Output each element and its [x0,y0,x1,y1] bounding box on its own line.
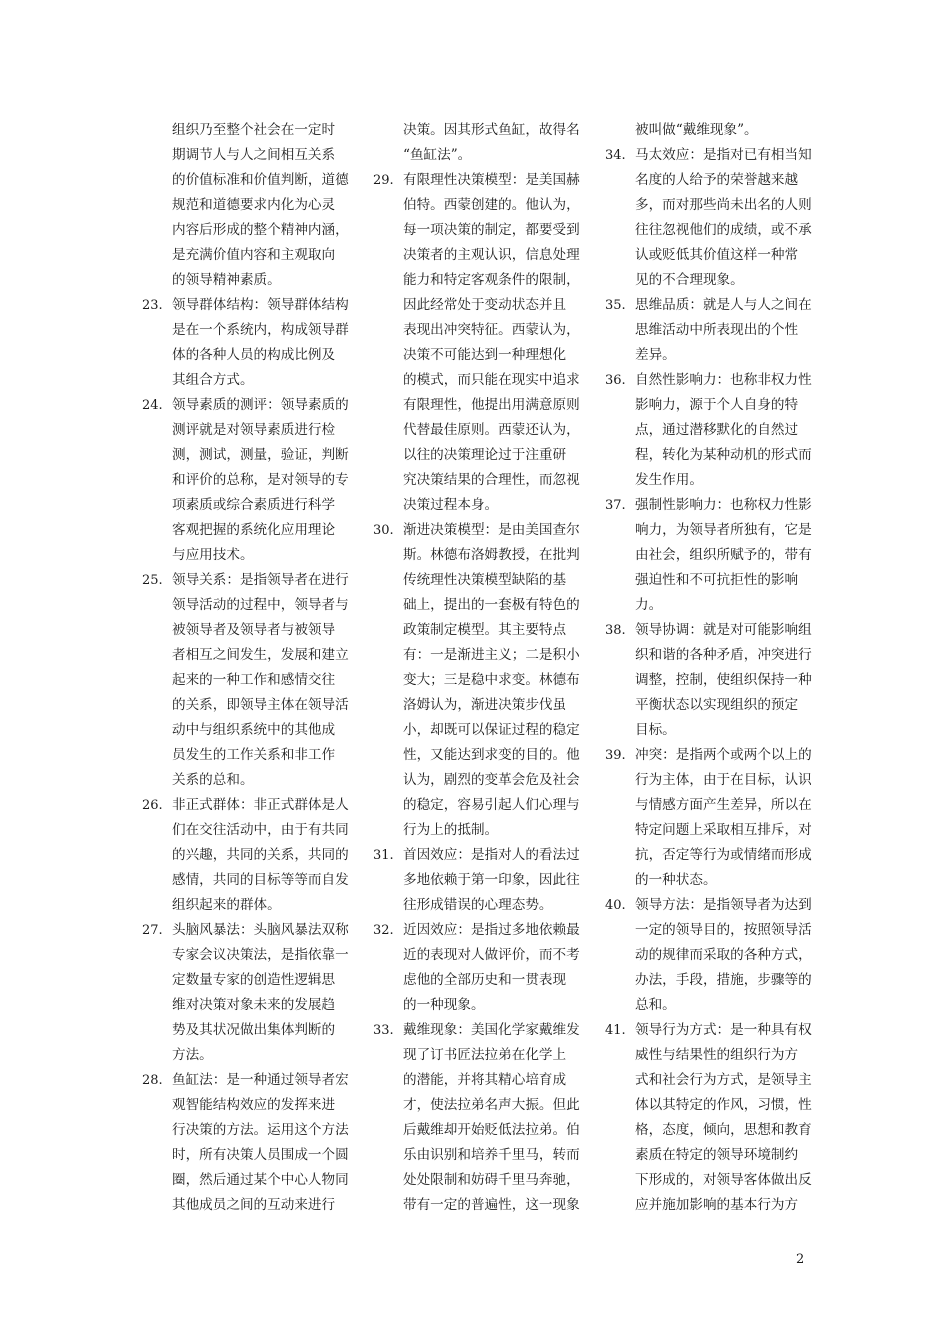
entry-text-line: 式和社会行为方式，是领导主 [635,1072,812,1088]
entry-text [403,118,583,168]
entry-text-line: 决策。因其形式鱼缸，故得名 [403,122,580,138]
entry-text-line: 头脑风暴法：头脑风暴法双称 [172,922,349,938]
entry-number: 28. [142,1073,163,1088]
entry-text-line: 应并施加影响的基本行为方 [635,1197,799,1213]
entry-text-line: 起来的一种工作和感情交往 [172,672,336,688]
entry-number: 31. [373,848,394,863]
entry-text-line: 下形成的，对领导客体做出反 [635,1172,812,1188]
glossary-entry [605,143,815,293]
entry-text-line: 测评就是对领导素质进行检 [172,422,336,438]
entry-text-line: 特定问题上采取相互排斥，对 [635,822,812,838]
entry-text-line: 被领导者及领导者与被领导 [172,622,336,638]
entry-text-line: 一定的领导目的，按照领导活 [635,922,812,938]
entry-text-line: 思维品质：就是人与人之间在 [635,297,812,313]
entry-text-line: 动中与组织系统中的其他成 [172,722,336,738]
entry-text-line: 强迫性和不可抗拒性的影响 [635,572,799,588]
glossary-entry [373,843,583,918]
entry-text-line: 总和。 [635,997,676,1013]
glossary-entry [373,918,583,1018]
text-column-2 [373,118,583,1218]
entry-text-line: 变大；三是稳中求变。林德布 [403,672,580,688]
entry-text-line: 目标。 [635,722,676,738]
entry-text-line: 思维活动中所表现出的个性 [635,322,799,338]
entry-text-line: 的一种现象。 [403,997,485,1013]
entry-text [635,618,815,743]
entry-text-line: 多地依赖于第一印象，因此往 [403,872,580,888]
entry-text-line: 内容后形成的整个精神内涵， [172,222,349,238]
entry-text [403,918,583,1018]
glossary-entry [142,568,352,793]
entry-text-line: 代替最佳原则。西蒙还认为， [403,422,580,438]
entry-text-line: 现了订书匠法拉弟在化学上 [403,1047,567,1063]
glossary-entry [373,1018,583,1218]
entry-text [403,518,583,843]
entry-text-line: 领导活动的过程中，领导者与 [172,597,349,613]
entry-text-line: 维对决策对象未来的发展趋 [172,997,336,1013]
glossary-entry [142,393,352,568]
entry-text-line: 认或贬低其价值这样一种常 [635,247,799,263]
entry-text [172,568,352,793]
entry-text [635,293,815,368]
entry-number: 32. [373,923,394,938]
entry-number: 35. [605,298,626,313]
entry-text-line: 其他成员之间的互动来进行 [172,1197,336,1213]
text-column-1 [142,118,352,1218]
entry-text [403,843,583,918]
entry-text-line: 项素质或综合素质进行科学 [172,497,336,513]
glossary-entry [605,493,815,618]
entry-text-line: 强制性影响力：也称权力性影 [635,497,812,513]
entry-text-line: 势及其状况做出集体判断的 [172,1022,336,1038]
entry-text [403,1018,583,1218]
entry-text-line: 观智能结构效应的发挥来进 [172,1097,336,1113]
entry-text-line: 规范和道德要求内化为心灵 [172,197,336,213]
entry-text-line: 者相互之间发生，发展和建立 [172,647,349,663]
entry-text-line: 政策制定模型。其主要特点 [403,622,567,638]
entry-text-line: 冲突：是指两个或两个以上的 [635,747,812,763]
entry-text-line: 素质在特定的领导环境制约 [635,1147,799,1163]
glossary-entry-continued [373,118,583,168]
entry-text-line: 圈，然后通过某个中心人物同 [172,1172,349,1188]
entry-text-line: 响力，为领导者所独有，它是 [635,522,812,538]
entry-text-line: “鱼缸法”。 [403,147,472,163]
entry-text-line: 其组合方式。 [172,372,254,388]
entry-text [172,1068,352,1218]
entry-text-line: 洛姆认为，渐进决策步伐虽 [403,697,567,713]
entry-number: 41. [605,1023,626,1038]
entry-text-line: 的兴趣，共同的关系，共同的 [172,847,349,863]
entry-text-line: 的关系，即领导主体在领导活 [172,697,349,713]
glossary-entry [605,743,815,893]
entry-text-line: 平衡状态以实现组织的预定 [635,697,799,713]
entry-text-line: 有限理性，他提出用满意原则 [403,397,580,413]
entry-text-line: 行为主体，由于在目标，认识 [635,772,812,788]
entry-text-line: 时，所有决策人员围成一个圆 [172,1147,349,1163]
entry-text-line: 定数量专家的创造性逻辑思 [172,972,336,988]
entry-text-line: 往形成错误的心理态势。 [403,897,553,913]
entry-text-line: 的模式，而只能在现实中追求 [403,372,580,388]
entry-text-line: 性，又能达到求变的目的。他 [403,747,580,763]
entry-text-line: 能力和特定客观条件的限制， [403,272,580,288]
entry-text [172,793,352,918]
entry-text-line: 近的表现对人做评价，而不考 [403,947,580,963]
entry-text-line: 以往的决策理论过于注重研 [403,447,567,463]
entry-text-line: 自然性影响力：也称非权力性 [635,372,812,388]
entry-number: 29. [373,173,394,188]
entry-text-line: 组织乃至整个社会在一定时 [172,122,336,138]
entry-text-line: 专家会议决策法，是指依靠一 [172,947,349,963]
entry-text-line: 带有一定的普遍性，这一现象 [403,1197,580,1213]
entry-text-line: 表现出冲突特征。西蒙认为， [403,322,580,338]
entry-text [172,918,352,1068]
glossary-entry [142,1068,352,1218]
entry-text-line: 体以其特定的作风，习惯，性 [635,1097,812,1113]
entry-text-line: 首因效应：是指对人的看法过 [403,847,580,863]
entry-text [403,168,583,518]
entry-text-line: 方法。 [172,1047,213,1063]
entry-text-line: 办法，手段，措施，步骤等的 [635,972,812,988]
entry-text-line: 斯。林德布洛姆教授，在批判 [403,547,580,563]
entry-text-line: 领导协调：就是对可能影响组 [635,622,812,638]
entry-text-line: 领导行为方式：是一种具有权 [635,1022,812,1038]
entry-text [635,743,815,893]
entry-number: 38. [605,623,626,638]
entry-text [635,368,815,493]
entry-number: 26. [142,798,163,813]
entry-text-line: 才，使法拉弟名声大振。但此 [403,1097,580,1113]
text-column-3 [605,118,815,1218]
entry-text-line: 非正式群体：非正式群体是人 [172,797,349,813]
entry-text [635,1018,815,1218]
entry-number: 27. [142,923,163,938]
entry-text-line: 近因效应：是指过多地依赖最 [403,922,580,938]
entry-text-line: 传统理性决策模型缺陷的基 [403,572,567,588]
entry-text [635,143,815,293]
entry-text [635,118,815,143]
entry-text-line: 的价值标准和价值判断，道德 [172,172,349,188]
entry-text-line: 因此经常处于变动状态并且 [403,297,567,313]
entry-text-line: 点，通过潜移默化的自然过 [635,422,799,438]
entry-text-line: 有限理性决策模型：是美国赫 [403,172,580,188]
entry-text-line: 是充满价值内容和主观取向 [172,247,336,263]
entry-text-line: 与应用技术。 [172,547,254,563]
entry-text-line: 见的不合理现象。 [635,272,744,288]
glossary-entry [605,893,815,1018]
entry-text-line: 测，测试，测量，验证，判断 [172,447,349,463]
glossary-entry [373,168,583,518]
entry-number: 23. [142,298,163,313]
entry-text-line: 发生作用。 [635,472,703,488]
entry-text-line: 关系的总和。 [172,772,254,788]
entry-text-line: 行决策的方法。运用这个方法 [172,1122,349,1138]
entry-text-line: 认为，剧烈的变革会危及社会 [403,772,580,788]
glossary-entry-continued [605,118,815,143]
entry-text-line: 戴维现象：美国化学家戴维发 [403,1022,580,1038]
entry-text-line: 决策不可能达到一种理想化 [403,347,567,363]
entry-text [172,118,352,293]
entry-number: 30. [373,523,394,538]
entry-text [635,893,815,1018]
entry-text-line: 程，转化为某种动机的形式而 [635,447,812,463]
entry-text-line: 小，却既可以保证过程的稳定 [403,722,580,738]
entry-text [172,393,352,568]
entry-text [635,493,815,618]
entry-text-line: 乐由识别和培养千里马，转而 [403,1147,580,1163]
entry-text-line: 力。 [635,597,663,613]
entry-text-line: 与情感方面产生差异，所以在 [635,797,812,813]
entry-text-line: 决策过程本身。 [403,497,499,513]
entry-number: 33. [373,1023,394,1038]
entry-text-line: 每一项决策的制定，都要受到 [403,222,580,238]
entry-number: 39. [605,748,626,763]
entry-text-line: 和评价的总称，是对领导的专 [172,472,349,488]
entry-number: 40. [605,898,626,913]
entry-text-line: 体的各种人员的构成比例及 [172,347,336,363]
entry-text-line: 础上，提出的一套极有特色的 [403,597,580,613]
entry-number: 34. [605,148,626,163]
glossary-entry [605,1018,815,1218]
entry-text-line: 期调节人与人之间相互关系 [172,147,336,163]
entry-number: 36. [605,373,626,388]
entry-number: 37. [605,498,626,513]
entry-text-line: 究决策结果的合理性，而忽视 [403,472,580,488]
entry-text-line: 领导方法：是指领导者为达到 [635,897,812,913]
glossary-entry [605,368,815,493]
entry-text-line: 威性与结果性的组织行为方 [635,1047,799,1063]
entry-text-line: 影响力，源于个人自身的特 [635,397,799,413]
entry-text-line: 感情，共同的目标等等而自发 [172,872,349,888]
entry-text-line: 的领导精神素质。 [172,272,281,288]
entry-text-line: 行为上的抵制。 [403,822,499,838]
entry-text-line: 动的规律而采取的各种方式， [635,947,812,963]
entry-text-line: 调整，控制，使组织保持一种 [635,672,812,688]
entry-text-line: 领导素质的测评：领导素质的 [172,397,349,413]
entry-text-line: 马太效应：是指对已有相当知 [635,147,812,163]
glossary-entry-continued [142,118,352,293]
entry-text-line: 领导群体结构：领导群体结构 [172,297,349,313]
glossary-entry [142,793,352,918]
entry-text-line: 有：一是渐进主义；二是积小 [403,647,580,663]
glossary-entry [142,918,352,1068]
entry-text-line: 抗，否定等行为或情绪而形成 [635,847,812,863]
entry-text-line: 组织起来的群体。 [172,897,281,913]
entry-text-line: 决策者的主观认识，信息处理 [403,247,580,263]
glossary-entry [373,518,583,843]
entry-text-line: 们在交往活动中，由于有共同 [172,822,349,838]
entry-text-line: 名度的人给予的荣誉越来越 [635,172,799,188]
entry-text-line: 渐进决策模型：是由美国查尔 [403,522,580,538]
entry-text-line: 的潜能，并将其精心培育成 [403,1072,567,1088]
entry-text-line: 客观把握的系统化应用理论 [172,522,336,538]
entry-text-line: 鱼缸法：是一种通过领导者宏 [172,1072,349,1088]
entry-text-line: 的一种状态。 [635,872,717,888]
entry-text-line: 是在一个系统内，构成领导群 [172,322,349,338]
entry-number: 24. [142,398,163,413]
entry-text-line: 的稳定，容易引起人们心理与 [403,797,580,813]
entry-text-line: 格，态度，倾向，思想和教育 [635,1122,812,1138]
entry-text-line: 伯特。西蒙创建的。他认为， [403,197,580,213]
entry-text-line: 多，而对那些尚未出名的人则 [635,197,812,213]
entry-text-line: 织和谐的各种矛盾，冲突进行 [635,647,812,663]
entry-text-line: 差异。 [635,347,676,363]
page-number: 2 [796,1252,805,1267]
entry-text-line: 处处限制和妨碍千里马奔驰， [403,1172,580,1188]
glossary-entry [142,293,352,393]
entry-text-line: 员发生的工作关系和非工作 [172,747,336,763]
entry-text [172,293,352,393]
entry-text-line: 虑他的全部历史和一贯表现 [403,972,567,988]
entry-number: 25. [142,573,163,588]
entry-text-line: 被叫做“戴维现象”。 [635,122,758,138]
glossary-entry [605,618,815,743]
entry-text-line: 往往忽视他们的成绩，或不承 [635,222,812,238]
entry-text-line: 由社会，组织所赋予的，带有 [635,547,812,563]
entry-text-line: 后戴维却开始贬低法拉弟。伯 [403,1122,580,1138]
glossary-entry [605,293,815,368]
entry-text-line: 领导关系：是指领导者在进行 [172,572,349,588]
